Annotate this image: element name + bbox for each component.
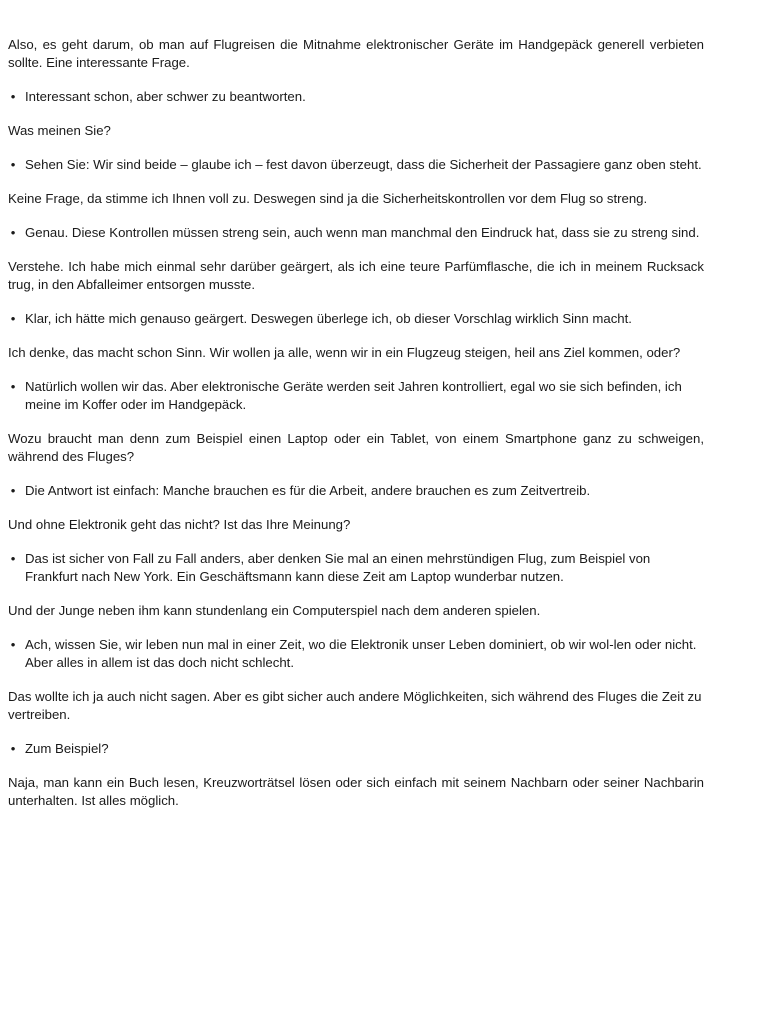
dialogue-question-paragraph: Und ohne Elektronik geht das nicht? Ist das Ihre Meinung? (8, 517, 351, 532)
reply-text: Die Antwort ist einfach: Manche brauchen es für die Arbeit, andere brauchen es zum Zeitvertreib. (25, 483, 591, 498)
reply-text: Ach, wissen Sie, wir leben nun mal in einer Zeit, wo die Elektronik unser Leben dominiert, ob wir wol-len oder nicht. Aber alles in allem ist das doch nicht schlecht. (25, 637, 697, 670)
bullet-icon: • (10, 741, 16, 756)
dialogue-question-paragraph: Also, es geht darum, ob man auf Flugreisen die Mitnahme elektronischer Geräte im Handgepäck generell verbieten sollte. Eine interessante Frage. (8, 37, 704, 70)
bullet-icon: • (10, 379, 16, 394)
reply-text: Zum Beispiel? (25, 741, 109, 756)
bullet-icon: • (10, 483, 16, 498)
dialogue-reply-item (8, 378, 704, 414)
dialogue-question-paragraph: Ich denke, das macht schon Sinn. Wir wollen ja alle, wenn wir in ein Flugzeug steigen, heil ans Ziel kommen, oder? (8, 345, 681, 360)
dialogue-question-paragraph: Keine Frage, da stimme ich Ihnen voll zu. Deswegen sind ja die Sicherheitskontrollen vor dem Flug so streng. (8, 191, 648, 206)
dialogue-question-paragraph: Wozu braucht man denn zum Beispiel einen Laptop oder ein Tablet, von einem Smartphone ganz zu schweigen, während des Fluges? (8, 431, 704, 464)
bullet-icon: • (10, 225, 16, 240)
bullet-icon: • (10, 157, 16, 172)
reply-text: Natürlich wollen wir das. Aber elektronische Geräte werden seit Jahren kontrolliert, egal wo sie sich befinden, ich meine im Koffer oder im Handgepäck. (25, 379, 682, 412)
dialogue-question-paragraph: Was meinen Sie? (8, 123, 111, 138)
reply-text: Sehen Sie: Wir sind beide – glaube ich – fest davon überzeugt, dass die Sicherheit der Passagiere ganz oben steht. (25, 157, 702, 172)
dialogue-reply-item (8, 482, 704, 500)
dialogue-reply-item (8, 156, 704, 174)
dialogue-question-paragraph: Verstehe. Ich habe mich einmal sehr darüber geärgert, als ich eine teure Parfümflasche, die ich in meinem Rucksack trug, in den Abfalleimer entsorgen musste. (8, 259, 704, 292)
dialogue-question-paragraph: Und der Junge neben ihm kann stundenlang ein Computerspiel nach dem anderen spielen. (8, 603, 541, 618)
reply-text: Interessant schon, aber schwer zu beantworten. (25, 89, 306, 104)
dialogue-reply-item (8, 550, 704, 586)
bullet-icon: • (10, 551, 16, 566)
bullet-icon: • (10, 637, 16, 652)
dialogue-question-paragraph: Naja, man kann ein Buch lesen, Kreuzworträtsel lösen oder sich einfach mit seinem Nachbarn oder seiner Nachbarin unterhalten. Ist alles möglich. (8, 775, 704, 808)
reply-text: Genau. Diese Kontrollen müssen streng sein, auch wenn man manchmal den Eindruck hat, dass sie zu streng sind. (25, 225, 700, 240)
reply-text: Das ist sicher von Fall zu Fall anders, aber denken Sie mal an einen mehrstündigen Flug, zum Beispiel von Frankfurt nach New York. Ein Geschäftsmann kann diese Zeit am Laptop wunderbar nutzen. (25, 551, 651, 584)
dialogue-reply-item (8, 310, 704, 328)
dialogue-reply-item (8, 636, 704, 672)
dialogue-reply-item (8, 88, 704, 106)
reply-text: Klar, ich hätte mich genauso geärgert. Deswegen überlege ich, ob dieser Vorschlag wirklich Sinn macht. (25, 311, 632, 326)
dialogue-question-paragraph: Das wollte ich ja auch nicht sagen. Aber es gibt sicher auch andere Möglichkeiten, sich während des Fluges die Zeit zu vertreiben. (8, 689, 702, 722)
dialogue-reply-item (8, 740, 704, 758)
dialogue-document (8, 36, 704, 826)
bullet-icon: • (10, 311, 16, 326)
dialogue-reply-item (8, 224, 704, 242)
bullet-icon: • (10, 89, 16, 104)
